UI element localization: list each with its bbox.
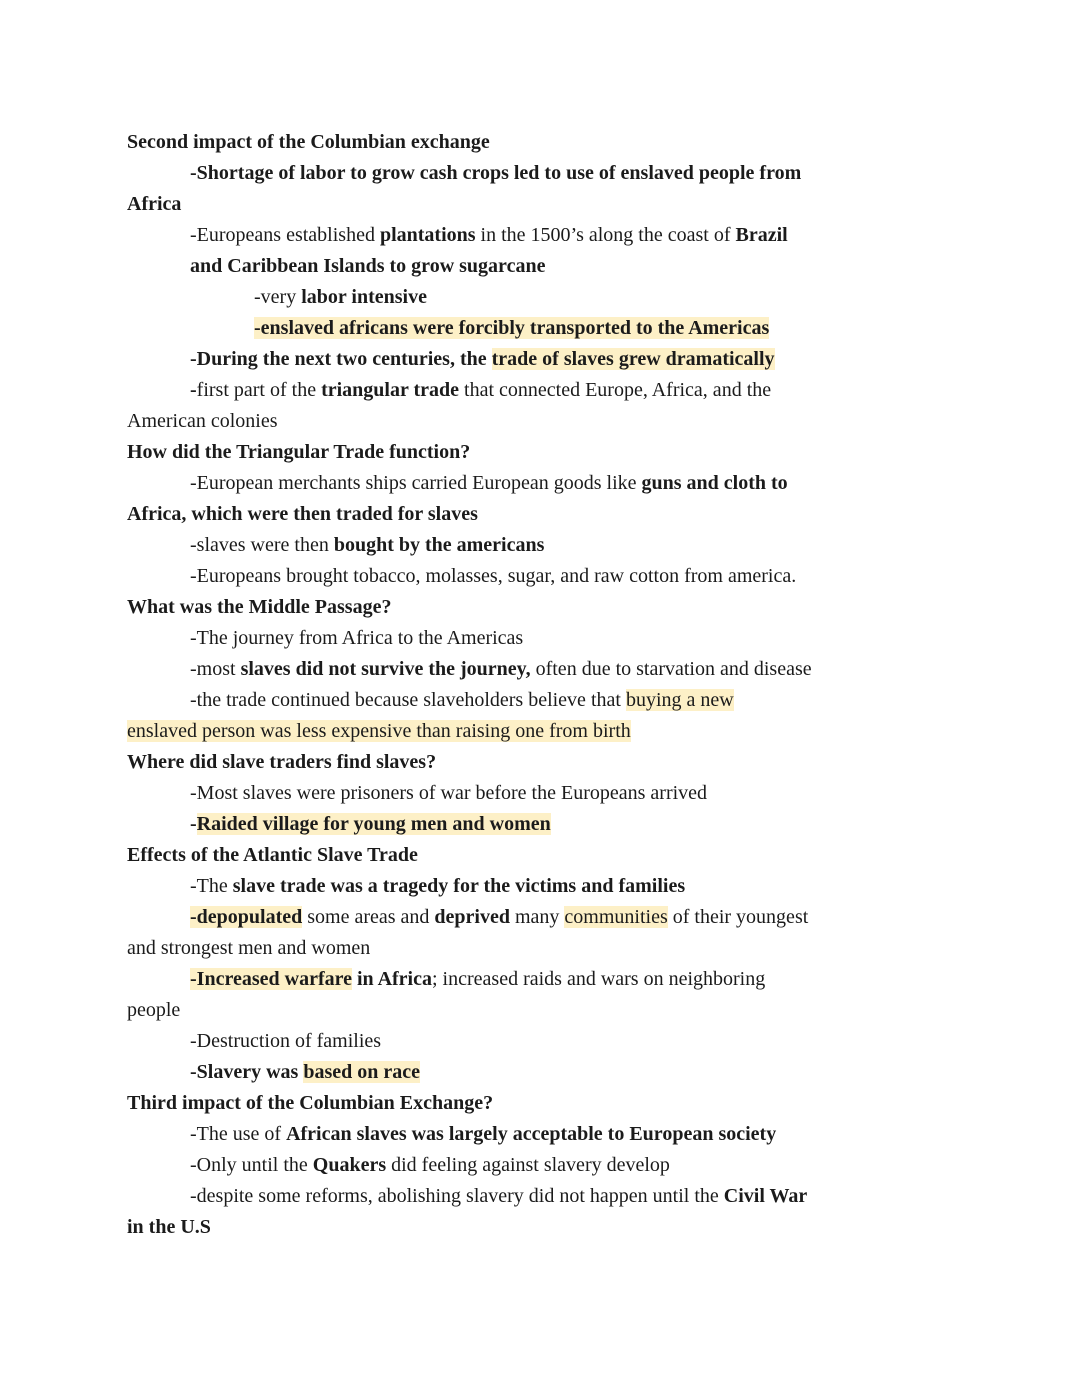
text-line <box>127 747 960 778</box>
text-line <box>127 344 960 375</box>
text-run: -slaves were then <box>190 534 334 556</box>
text-line <box>127 592 960 623</box>
text-run: ; increased raids and wars on neighboring <box>432 968 766 990</box>
text-run: plantations <box>379 224 476 246</box>
text-line <box>127 313 960 344</box>
text-line <box>127 282 960 313</box>
text-run: deprived <box>434 906 510 928</box>
text-line <box>127 406 960 437</box>
text-run: -The use of <box>190 1123 287 1145</box>
text-run: - <box>190 379 197 401</box>
text-run: -Slavery was <box>190 1061 304 1083</box>
text-run: -The journey from Africa to the Americas <box>190 627 524 649</box>
text-line <box>127 964 960 995</box>
text-line <box>127 871 960 902</box>
text-run: some areas and <box>302 906 435 928</box>
text-line <box>127 127 960 158</box>
text-run: did feeling against slavery develop <box>386 1154 670 1176</box>
highlighted-text-run: Raided village for young men and women <box>196 813 551 835</box>
text-line <box>127 995 960 1026</box>
text-run: of their youngest <box>667 906 809 928</box>
text-run: that connected Europe, Africa, and the <box>459 379 772 401</box>
text-line <box>127 375 960 406</box>
text-run: many <box>509 906 565 928</box>
text-run: Where did slave traders find slaves? <box>127 751 437 773</box>
text-run: -Only until the <box>190 1154 313 1176</box>
text-line <box>127 685 960 716</box>
text-run: Civil War <box>723 1185 808 1207</box>
text-run: and strongest men and women <box>127 937 371 959</box>
text-line <box>127 840 960 871</box>
text-run: Effects of the Atlantic Slave Trade <box>127 844 418 866</box>
text-run: -the trade continued because slaveholders believe that <box>190 689 626 711</box>
text-run: in Africa <box>352 968 432 990</box>
text-run: -The <box>190 875 233 897</box>
text-line <box>127 716 960 747</box>
text-run: slave trade was a tragedy for the victims and families <box>232 875 686 897</box>
highlighted-text-run: communities <box>564 906 668 928</box>
text-run: Africa <box>127 193 182 215</box>
text-run: Africa, which were then traded for slaves <box>127 503 478 525</box>
text-run: triangular trade <box>321 379 460 401</box>
text-run: American colonies <box>127 410 278 432</box>
text-line <box>127 158 960 189</box>
text-run: first part of the <box>196 379 322 401</box>
text-run: -Shortage of labor to grow cash crops led to use of enslaved people from <box>190 162 802 184</box>
text-run: -Destruction of families <box>190 1030 382 1052</box>
text-run: slaves did not survive the journey, <box>240 658 531 680</box>
text-line <box>127 778 960 809</box>
highlighted-text-run: -Increased warfare <box>190 968 352 990</box>
text-line <box>127 1212 960 1243</box>
text-run: -most <box>190 658 241 680</box>
text-line <box>127 1057 960 1088</box>
text-line <box>127 1181 960 1212</box>
text-run: African slaves was largely acceptable to European society <box>286 1123 777 1145</box>
text-run: -Europeans established <box>190 224 380 246</box>
highlighted-text-run: based on race <box>303 1061 420 1083</box>
text-line <box>127 468 960 499</box>
text-run: and Caribbean Islands to grow sugarcane <box>190 255 546 277</box>
text-line <box>127 437 960 468</box>
text-line <box>127 251 960 282</box>
text-line <box>127 189 960 220</box>
text-run: people <box>127 999 181 1021</box>
document-body <box>127 127 960 1243</box>
text-run: often due to starvation and disease <box>530 658 812 680</box>
text-run: Brazil <box>735 224 788 246</box>
text-line <box>127 561 960 592</box>
text-run: guns and cloth to <box>641 472 788 494</box>
highlighted-text-run: enslaved person was less expensive than raising one from birth <box>127 720 631 742</box>
highlighted-text-run: -depopulated <box>190 906 303 928</box>
text-line <box>127 499 960 530</box>
highlighted-text-run: -enslaved africans were forcibly transported to the Americas <box>254 317 770 339</box>
text-run: - <box>190 813 197 835</box>
text-run: -Most slaves were prisoners of war before the Europeans arrived <box>190 782 708 804</box>
text-run: What was the Middle Passage? <box>127 596 392 618</box>
text-run: -European merchants ships carried European goods like <box>190 472 642 494</box>
text-line <box>127 933 960 964</box>
text-line <box>127 530 960 561</box>
text-run: -very <box>254 286 302 308</box>
text-line <box>127 809 960 840</box>
text-line <box>127 220 960 251</box>
highlighted-text-run: trade of slaves grew dramatically <box>491 348 775 370</box>
text-run: in the 1500’s along the coast of <box>475 224 736 246</box>
text-run: -despite some reforms, abolishing slavery did not happen until the <box>190 1185 724 1207</box>
text-run: Third impact of the Columbian Exchange? <box>127 1092 494 1114</box>
text-run: -Europeans brought tobacco, molasses, sugar, and raw cotton from america. <box>190 565 797 587</box>
text-line <box>127 654 960 685</box>
text-line <box>127 1088 960 1119</box>
text-run: in the U.S <box>127 1216 211 1238</box>
text-run: labor intensive <box>301 286 427 308</box>
text-run: -During the next two centuries, the <box>190 348 492 370</box>
text-run: bought by the americans <box>333 534 545 556</box>
text-line <box>127 1026 960 1057</box>
highlighted-text-run: buying a new <box>625 689 734 711</box>
text-line <box>127 1119 960 1150</box>
text-line <box>127 902 960 933</box>
text-line <box>127 623 960 654</box>
text-run: Quakers <box>312 1154 387 1176</box>
text-run: How did the Triangular Trade function? <box>127 441 471 463</box>
text-line <box>127 1150 960 1181</box>
text-run: Second impact of the Columbian exchange <box>127 131 490 153</box>
